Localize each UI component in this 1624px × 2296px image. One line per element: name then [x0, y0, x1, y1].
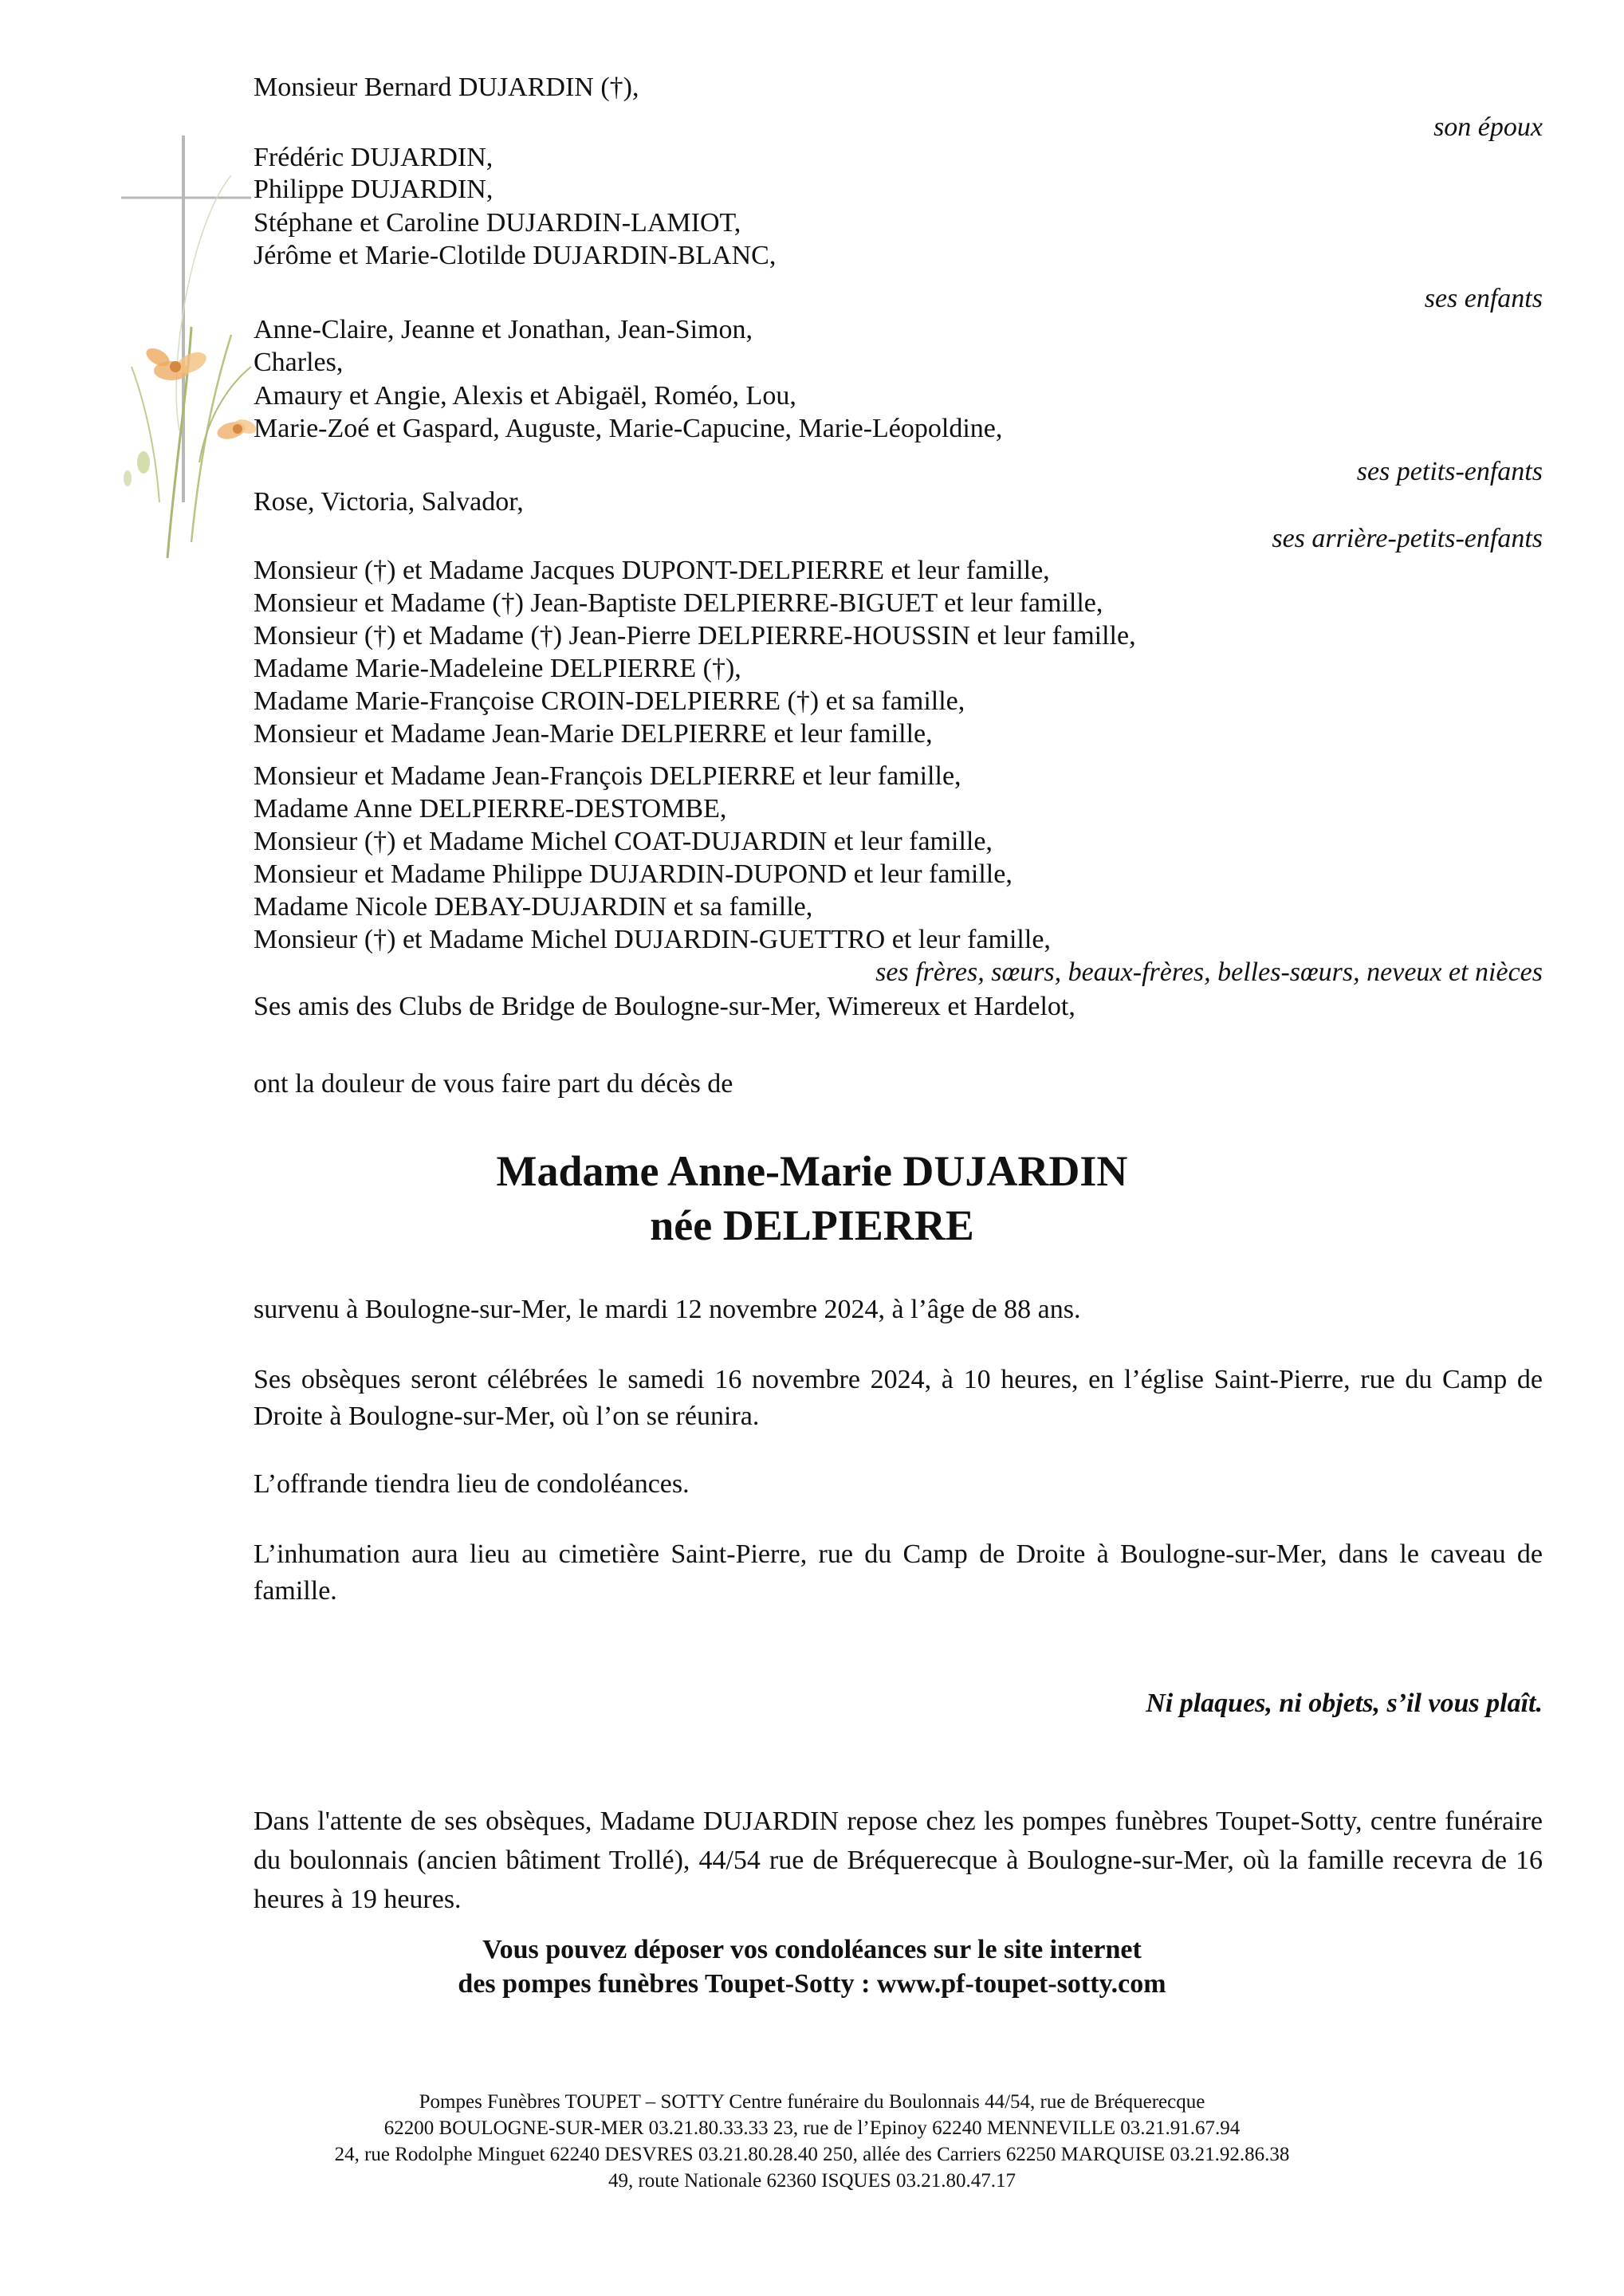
burial-details: L’inhumation aura lieu au cimetière Saint-Pierre, rue du Camp de Droite à Boulogne-sur-Mer, dans le caveau de famille.: [254, 1539, 1543, 1606]
condolences-line-1: Vous pouvez déposer vos condoléances sur le site internet: [482, 1935, 1142, 1964]
grandchild-name: Amaury et Angie, Alexis et Abigaël, Roméo, Lou,: [254, 381, 796, 411]
cross-icon: [121, 136, 251, 502]
offering-line: L’offrande tiendra lieu de condoléances.: [254, 1469, 690, 1499]
great-grandchild-name: Rose, Victoria, Salvador,: [254, 487, 524, 517]
friends-line: Ses amis des Clubs de Bridge de Boulogne-sur-Mer, Wimereux et Hardelot,: [254, 992, 1075, 1021]
sibling-name: Monsieur (†) et Madame Michel COAT-DUJARDIN et leur famille,: [254, 827, 993, 856]
funeral-details: Ses obsèques seront célébrées le samedi 16 novembre 2024, à 10 heures, en l’église Saint-Pierre, rue du Camp de Droite à Boulogne-sur-Mer, où l’on se réunira.: [254, 1365, 1543, 1431]
announcement-line: ont la douleur de vous faire part du décès de: [254, 1069, 733, 1099]
sibling-name: Madame Anne DELPIERRE-DESTOMBE,: [254, 794, 727, 824]
sibling-name: Madame Marie-Madeleine DELPIERRE (†),: [254, 654, 741, 683]
sibling-name: Monsieur et Madame Jean-François DELPIERRE et leur famille,: [254, 761, 961, 791]
grandchild-name: Anne-Claire, Jeanne et Jonathan, Jean-Simon,: [254, 315, 753, 344]
sibling-name: Madame Nicole DEBAY-DUJARDIN et sa famille,: [254, 892, 813, 922]
siblings-role: ses frères, sœurs, beaux-frères, belles-sœurs, neveux et nièces: [875, 957, 1543, 987]
no-plaques-note: Ni plaques, ni objets, s’il vous plaît.: [1146, 1689, 1543, 1718]
grandchildren-role: ses petits-enfants: [1356, 457, 1543, 486]
sibling-name: Monsieur et Madame (†) Jean-Baptiste DELPIERRE-BIGUET et leur famille,: [254, 588, 1103, 618]
husband-role: son époux: [1433, 112, 1543, 142]
sibling-name: Monsieur (†) et Madame (†) Jean-Pierre DELPIERRE-HOUSSIN et leur famille,: [254, 621, 1136, 651]
condolences-line-2: des pompes funèbres Toupet-Sotty : www.pf-toupet-sotty.com: [458, 1969, 1166, 1999]
deceased-maiden-name: née DELPIERRE: [650, 1201, 974, 1249]
footer-line: 49, route Nationale 62360 ISQUES 03.21.80.47.17: [608, 2170, 1016, 2192]
sibling-name: Monsieur (†) et Madame Jacques DUPONT-DELPIERRE et leur famille,: [254, 556, 1050, 585]
viewing-details: Dans l'attente de ses obsèques, Madame DUJARDIN repose chez les pompes funèbres Toupet-Sotty, centre funéraire du boulonnais (ancien bâtiment Trollé), 44/54 rue de Bréquerecque à Boulogne-sur-Mer, où la famille recevra de 16 heures à 19 heures.: [254, 1807, 1543, 1914]
flower-icon: [124, 175, 258, 558]
deceased-name: Madame Anne-Marie DUJARDIN: [496, 1147, 1128, 1195]
child-name: Jérôme et Marie-Clotilde DUJARDIN-BLANC,: [254, 241, 777, 270]
sibling-name: Monsieur (†) et Madame Michel DUJARDIN-GUETTRO et leur famille,: [254, 925, 1051, 954]
death-info: survenu à Boulogne-sur-Mer, le mardi 12 novembre 2024, à l’âge de 88 ans.: [254, 1295, 1081, 1324]
grandchild-name: Charles,: [254, 348, 344, 377]
grandchild-name: Marie-Zoé et Gaspard, Auguste, Marie-Capucine, Marie-Léopoldine,: [254, 414, 1003, 443]
footer-line: 24, rue Rodolphe Minguet 62240 DESVRES 03.21.80.28.40 250, allée des Carriers 62250 MARQUISE 03.21.92.86.38: [334, 2144, 1290, 2165]
child-name: Frédéric DUJARDIN,: [254, 143, 493, 172]
great-grandchildren-role: ses arrière-petits-enfants: [1272, 524, 1543, 553]
footer-line: Pompes Funèbres TOUPET – SOTTY Centre funéraire du Boulonnais 44/54, rue de Bréquerecque: [419, 2091, 1205, 2113]
sibling-name: Monsieur et Madame Jean-Marie DELPIERRE et leur famille,: [254, 719, 933, 749]
child-name: Stéphane et Caroline DUJARDIN-LAMIOT,: [254, 208, 741, 238]
footer-line: 62200 BOULOGNE-SUR-MER 03.21.80.33.33 23, rue de l’Epinoy 62240 MENNEVILLE 03.21.91.67.94: [383, 2117, 1241, 2139]
sibling-name: Monsieur et Madame Philippe DUJARDIN-DUPOND et leur famille,: [254, 859, 1013, 889]
husband-name: Monsieur Bernard DUJARDIN (†),: [254, 73, 639, 102]
sibling-name: Madame Marie-Françoise CROIN-DELPIERRE (†) et sa famille,: [254, 686, 965, 716]
children-role: ses enfants: [1424, 284, 1543, 313]
child-name: Philippe DUJARDIN,: [254, 175, 493, 204]
